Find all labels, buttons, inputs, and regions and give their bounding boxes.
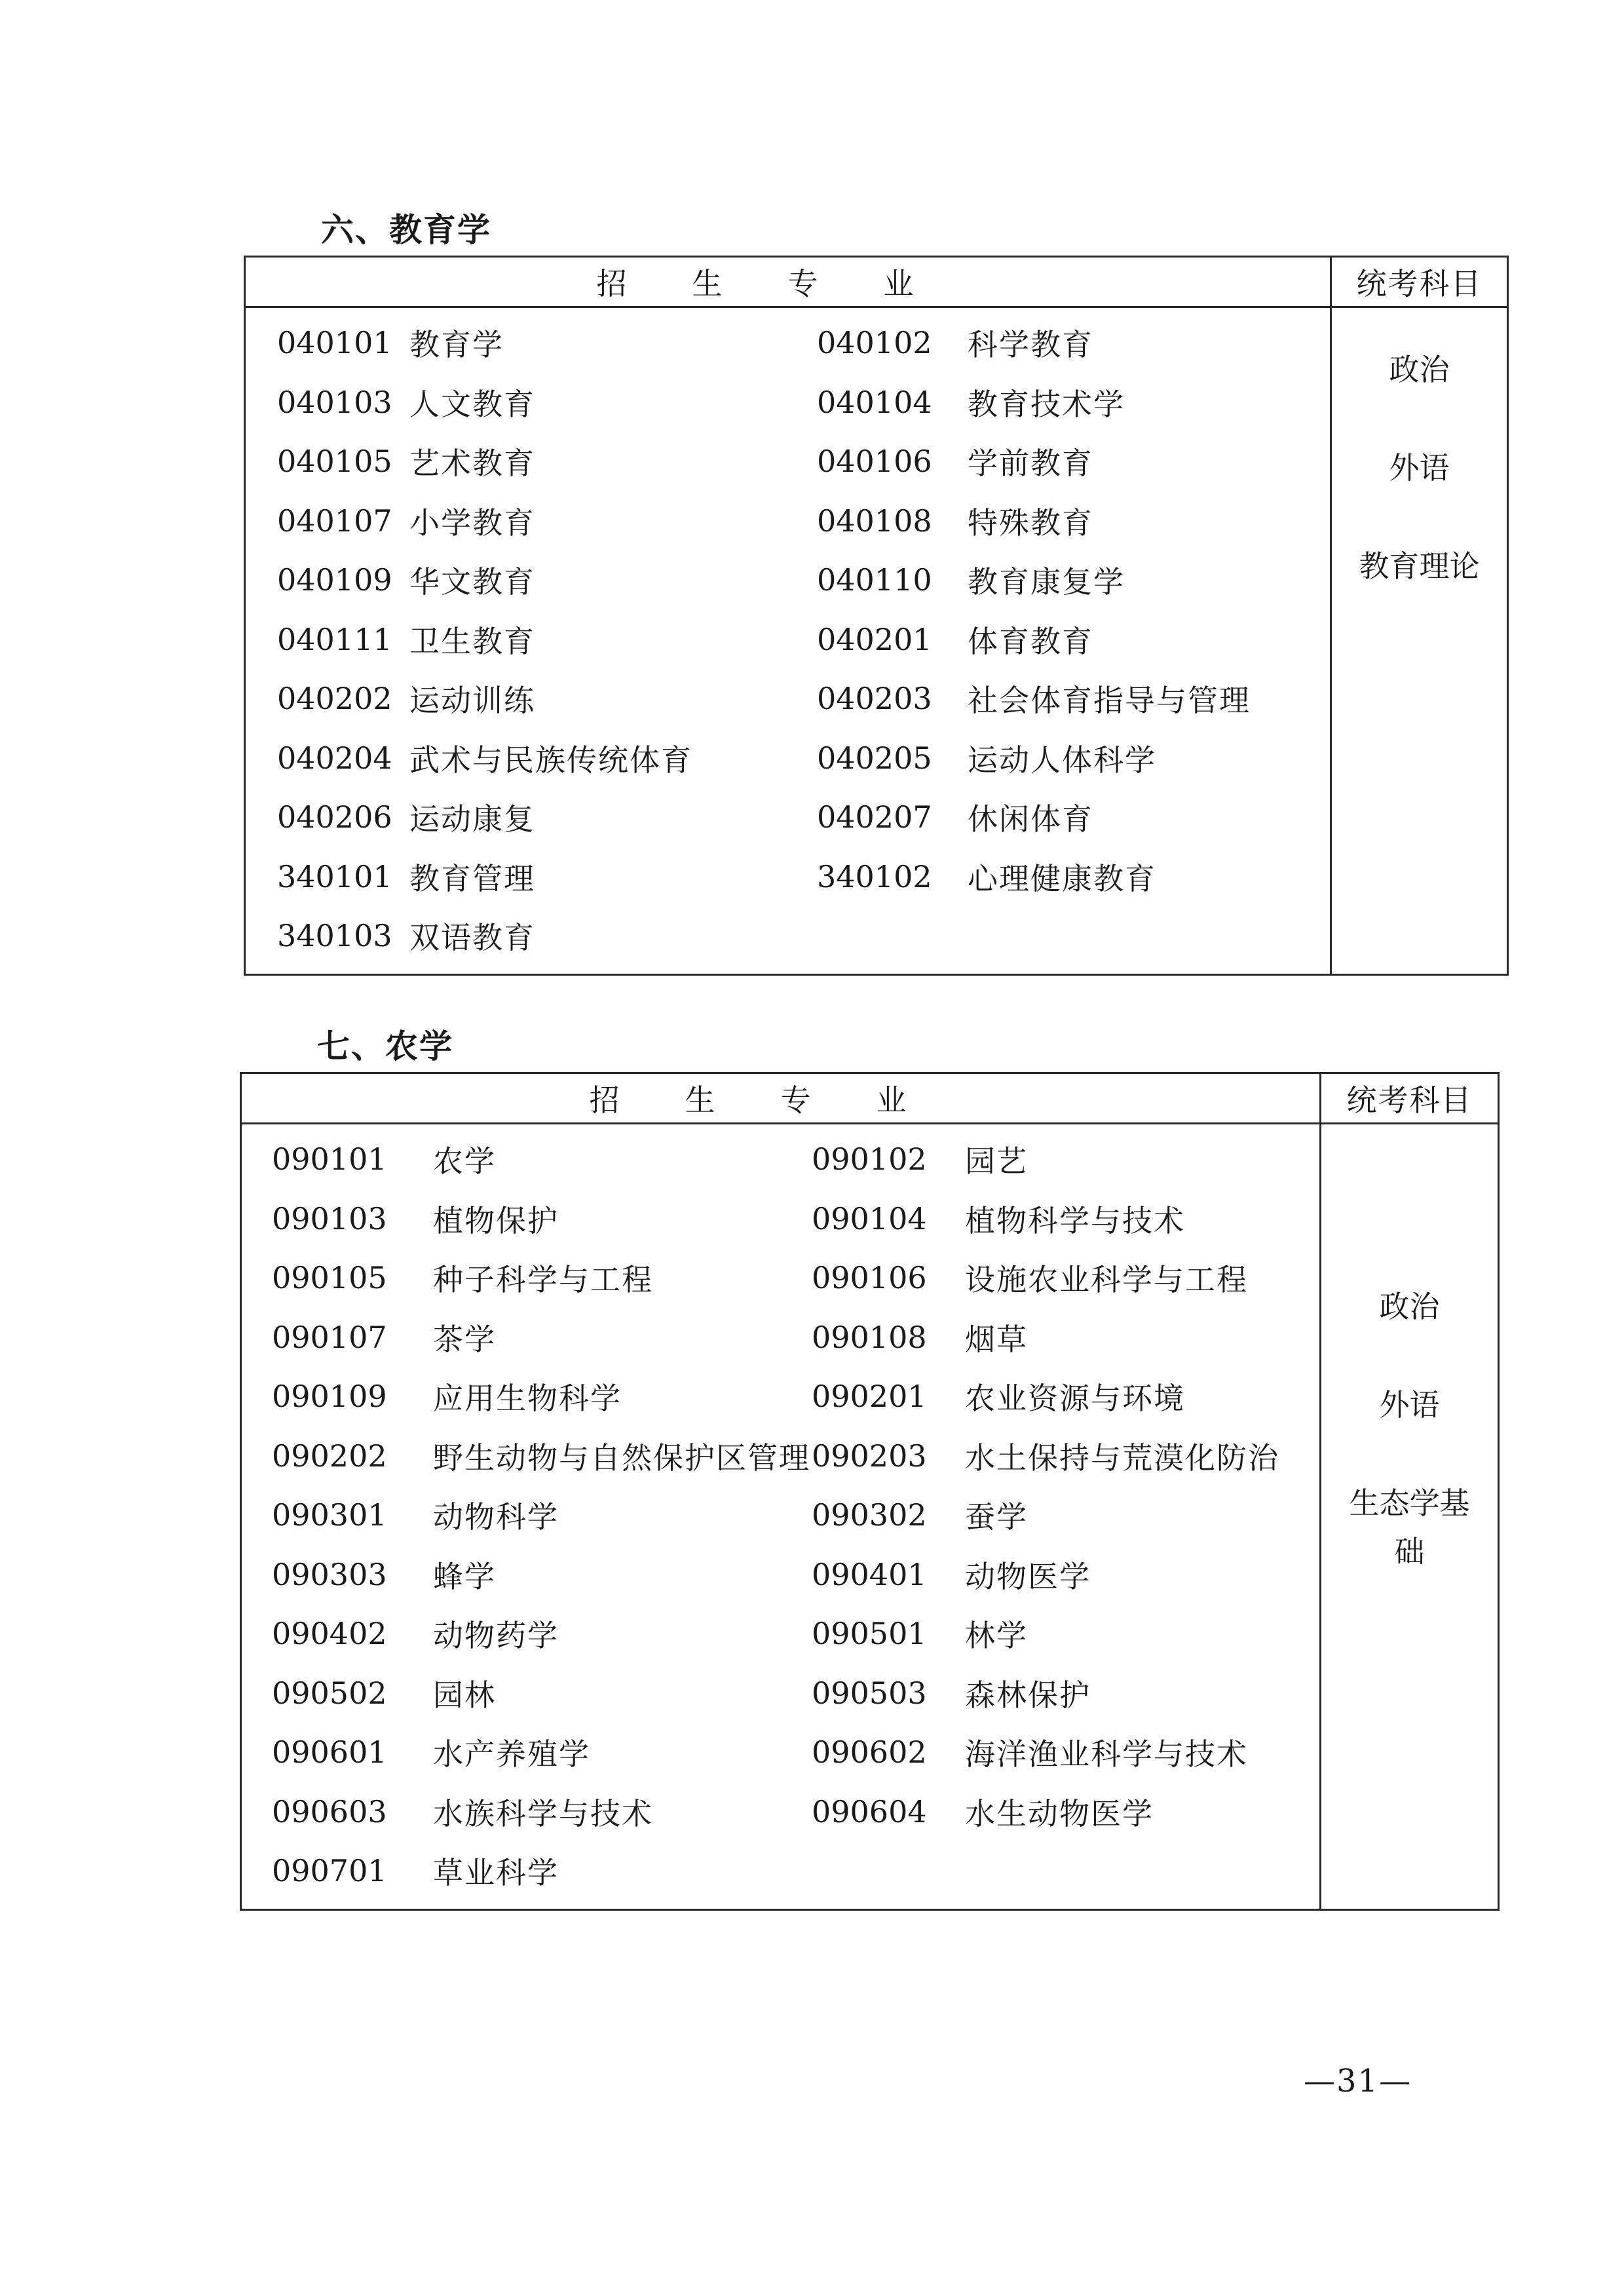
major-code: 090103 (272, 1200, 387, 1236)
major-code: 040202 (277, 681, 392, 717)
table-row (242, 1130, 1319, 1189)
major-code: 090603 (272, 1793, 387, 1829)
major-code: 040105 (277, 444, 392, 480)
table-row (242, 1189, 1319, 1249)
section-title: 六、教育学 (321, 211, 491, 249)
subject-item: 教育理论 (1359, 548, 1480, 584)
table-row (242, 1841, 1319, 1901)
major-name: 草业科学 (433, 1855, 559, 1891)
table-row (242, 1545, 1319, 1605)
major-code: 040203 (817, 681, 932, 717)
major-list (245, 307, 1331, 975)
subject-item: 外语 (1389, 450, 1450, 486)
major-name: 小学教育 (409, 505, 535, 541)
major-name: 野生动物与自然保护区管理 (433, 1440, 810, 1476)
major-code: 090107 (272, 1319, 387, 1355)
table-row (242, 1604, 1319, 1664)
major-name: 水族科学与技术 (433, 1795, 653, 1831)
major-code: 040101 (277, 325, 392, 361)
exam-subjects (1321, 1124, 1499, 1910)
major-code: 040207 (817, 799, 932, 835)
major-code: 340101 (277, 858, 392, 894)
major-code: 040102 (817, 325, 932, 361)
table-row (242, 1723, 1319, 1782)
major-name: 教育康复学 (968, 564, 1125, 600)
major-name: 蚕学 (965, 1499, 1028, 1535)
major-name: 应用生物科学 (433, 1381, 622, 1417)
major-code: 040103 (277, 384, 392, 420)
major-name: 农业资源与环境 (965, 1381, 1185, 1417)
table-row (246, 432, 1330, 491)
major-code: 090402 (272, 1616, 387, 1652)
major-code: 040107 (277, 503, 392, 539)
major-name: 教育技术学 (968, 386, 1125, 422)
major-code: 090101 (272, 1141, 387, 1177)
major-code: 090108 (812, 1319, 927, 1355)
major-code: 040108 (817, 503, 932, 539)
major-name: 运动训练 (409, 683, 535, 719)
table-row (246, 313, 1330, 373)
table-row (246, 550, 1330, 610)
major-name: 艺术教育 (409, 446, 535, 482)
table-row (242, 1664, 1319, 1723)
major-name: 园艺 (965, 1143, 1028, 1179)
header-major: 招生专业 (241, 1073, 1321, 1124)
major-name: 动物科学 (433, 1499, 559, 1535)
table-row (242, 1485, 1319, 1545)
major-name: 植物保护 (433, 1202, 559, 1238)
major-code: 090102 (812, 1141, 927, 1177)
major-name: 水产养殖学 (433, 1736, 590, 1772)
section-agriculture (240, 1024, 1498, 1911)
table-row (242, 1426, 1319, 1486)
subject-item: 政治 (1379, 1289, 1440, 1324)
exam-subjects (1331, 307, 1508, 975)
major-name: 卫生教育 (409, 623, 535, 659)
major-code: 040104 (817, 384, 932, 420)
table-row (242, 1782, 1319, 1842)
header-major: 招生专业 (245, 257, 1331, 307)
major-code: 090301 (272, 1497, 387, 1533)
subject-item: 生态学基 (1349, 1485, 1470, 1521)
major-code: 040206 (277, 799, 392, 835)
major-name: 社会体育指导与管理 (968, 683, 1251, 719)
major-name: 森林保护 (965, 1677, 1091, 1713)
major-code: 040110 (817, 562, 932, 598)
major-name: 动物医学 (965, 1558, 1091, 1594)
major-code: 090601 (272, 1734, 387, 1770)
major-name: 植物科学与技术 (965, 1202, 1185, 1238)
subject-item: 政治 (1389, 352, 1450, 387)
major-name: 双语教育 (409, 920, 535, 956)
major-code: 090104 (812, 1200, 927, 1236)
subject-item: 础 (1394, 1534, 1425, 1569)
major-code: 340102 (817, 858, 932, 894)
subject-item: 外语 (1379, 1387, 1440, 1423)
major-code: 040204 (277, 740, 392, 776)
major-name: 农学 (433, 1143, 496, 1179)
major-code: 040201 (817, 621, 932, 657)
major-name: 华文教育 (409, 564, 535, 600)
table-row (246, 906, 1330, 966)
major-name: 蜂学 (433, 1558, 496, 1594)
major-name: 人文教育 (409, 386, 535, 422)
major-code: 090701 (272, 1853, 387, 1889)
major-name: 运动康复 (409, 801, 535, 837)
major-code: 090302 (812, 1497, 927, 1533)
page-number: —31— (1304, 2063, 1412, 2099)
table-row (246, 373, 1330, 432)
major-name: 休闲体育 (968, 801, 1093, 837)
major-code: 090106 (812, 1260, 927, 1296)
major-code: 090602 (812, 1734, 927, 1770)
major-name: 教育管理 (409, 860, 535, 896)
major-name: 水土保持与荒漠化防治 (965, 1440, 1279, 1476)
major-code: 340103 (277, 918, 392, 954)
major-name: 教育学 (409, 327, 504, 363)
major-list (241, 1124, 1321, 1910)
major-name: 武术与民族传统体育 (409, 742, 692, 778)
section-title: 七、农学 (317, 1027, 453, 1065)
major-name: 体育教育 (968, 623, 1093, 659)
table-row (246, 610, 1330, 670)
major-code: 090501 (812, 1616, 927, 1652)
major-code: 090503 (812, 1675, 927, 1711)
table-header-row (245, 257, 1508, 307)
table-row (242, 1248, 1319, 1308)
major-code: 090303 (272, 1556, 387, 1592)
table-row (246, 491, 1330, 551)
major-name: 种子科学与工程 (433, 1262, 653, 1298)
table-header-row (241, 1073, 1499, 1124)
major-name: 心理健康教育 (968, 860, 1156, 896)
major-name: 运动人体科学 (968, 742, 1156, 778)
table-row (246, 729, 1330, 788)
major-table (244, 256, 1509, 976)
major-name: 茶学 (433, 1321, 496, 1357)
major-code: 090202 (272, 1438, 387, 1474)
table-row (242, 1367, 1319, 1426)
major-code: 040205 (817, 740, 932, 776)
major-table (240, 1072, 1500, 1911)
major-code: 090604 (812, 1793, 927, 1829)
table-row (246, 669, 1330, 729)
major-name: 水生动物医学 (965, 1795, 1154, 1831)
section-education (244, 207, 1507, 976)
header-subject: 统考科目 (1331, 257, 1508, 307)
major-code: 090203 (812, 1438, 927, 1474)
major-name: 特殊教育 (968, 505, 1093, 541)
major-name: 烟草 (965, 1321, 1028, 1357)
major-name: 科学教育 (968, 327, 1093, 363)
major-name: 设施农业科学与工程 (965, 1262, 1248, 1298)
major-code: 090105 (272, 1260, 387, 1296)
major-code: 040109 (277, 562, 392, 598)
major-name: 学前教育 (968, 446, 1093, 482)
header-subject: 统考科目 (1321, 1073, 1499, 1124)
major-code: 090401 (812, 1556, 927, 1592)
major-code: 090201 (812, 1379, 927, 1415)
major-name: 动物药学 (433, 1618, 559, 1654)
major-name: 海洋渔业科学与技术 (965, 1736, 1248, 1772)
major-name: 林学 (965, 1618, 1028, 1654)
major-code: 090109 (272, 1379, 387, 1415)
major-code: 040111 (277, 621, 392, 657)
table-row (246, 847, 1330, 907)
major-code: 090502 (272, 1675, 387, 1711)
major-code: 040106 (817, 444, 932, 480)
table-row (242, 1308, 1319, 1368)
table-row (246, 788, 1330, 847)
major-name: 园林 (433, 1677, 496, 1713)
